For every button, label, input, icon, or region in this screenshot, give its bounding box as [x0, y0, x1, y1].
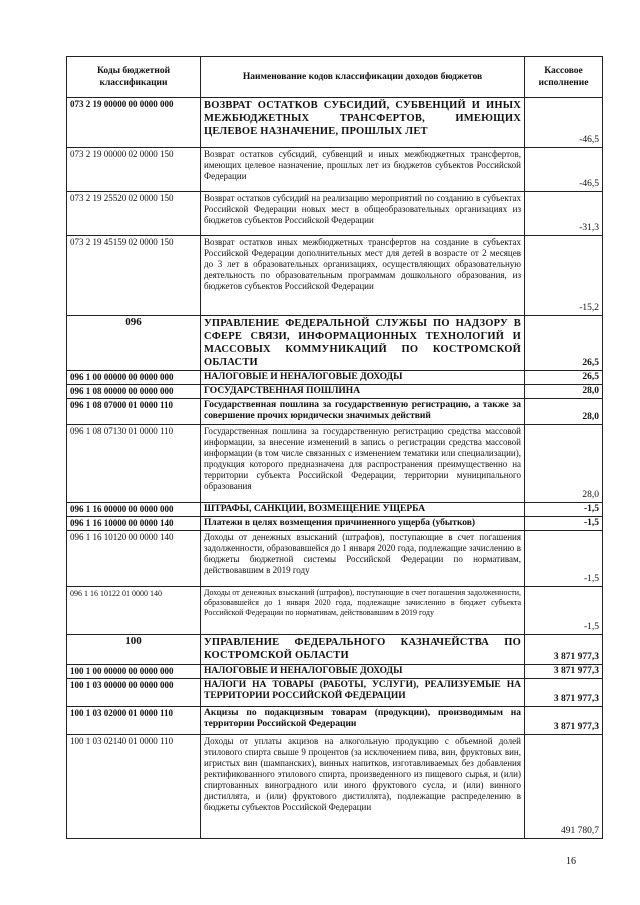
- cell-name: Доходы от денежных взысканий (штрафов), поступающие в счет погашения задолженности, образовавшейся до 1 января 2020 года, подлежащие зачислению в бюджет субъекта Российской Федерации по нормативам, действовавшим в 2019 году: [201, 587, 525, 635]
- cell-code: 096 1 16 10000 00 0000 140: [67, 517, 201, 531]
- table-row: [67, 148, 603, 192]
- cell-code: 096 1 08 07130 01 0000 110: [67, 425, 201, 503]
- table-row: [67, 385, 603, 399]
- cell-name: Платежи в целях возмещения причиненного ущерба (убытков): [201, 517, 525, 531]
- cell-code: 096 1 16 00000 00 0000 000: [67, 503, 201, 517]
- table-row: [67, 98, 603, 148]
- cell-code: 100 1 03 02000 01 0000 110: [67, 707, 201, 735]
- cell-name: УПРАВЛЕНИЕ ФЕДЕРАЛЬНОЙ СЛУЖБЫ ПО НАДЗОРУ В СФЕРЕ СВЯЗИ, ИНФОРМАЦИОННЫХ ТЕХНОЛОГИЙ И МАССОВЫХ КОММУНИКАЦИЙ ПО КОСТРОМСКОЙ ОБЛАСТИ: [201, 316, 525, 371]
- cell-code: 096 1 16 10120 00 0000 140: [67, 531, 201, 587]
- cell-value: -46,5: [525, 148, 603, 192]
- table-row: [67, 399, 603, 425]
- cell-code: 100 1 00 00000 00 0000 000: [67, 665, 201, 679]
- cell-code: 073 2 19 00000 02 0000 150: [67, 148, 201, 192]
- cell-value: -1,5: [525, 587, 603, 635]
- cell-value: 491 780,7: [525, 735, 603, 839]
- cell-name: НАЛОГОВЫЕ И НЕНАЛОГОВЫЕ ДОХОДЫ: [201, 371, 525, 385]
- cell-name: Возврат остатков субсидий, субвенций и иных межбюджетных трансфертов, имеющих целевое назначение, прошлых лет из бюджетов субъектов Российской Федерации: [201, 148, 525, 192]
- table-row: [67, 531, 603, 587]
- table-row: [67, 236, 603, 316]
- table-row: [67, 707, 603, 735]
- cell-value: 3 871 977,3: [525, 707, 603, 735]
- revenue-table: [66, 56, 603, 839]
- header-code: Коды бюджетной классификации: [67, 57, 201, 98]
- cell-value: 26,5: [525, 371, 603, 385]
- cell-name: НАЛОГОВЫЕ И НЕНАЛОГОВЫЕ ДОХОДЫ: [201, 665, 525, 679]
- cell-name: УПРАВЛЕНИЕ ФЕДЕРАЛЬНОГО КАЗНАЧЕЙСТВА ПО КОСТРОМСКОЙ ОБЛАСТИ: [201, 635, 525, 665]
- header-value: Кассовое исполнение: [525, 57, 603, 98]
- cell-value: -46,5: [525, 98, 603, 148]
- table-row: [67, 635, 603, 665]
- table-row: [67, 316, 603, 371]
- table-row: [67, 665, 603, 679]
- cell-code: 100 1 03 00000 00 0000 000: [67, 679, 201, 707]
- page-number: 16: [566, 856, 576, 867]
- cell-name: Доходы от уплаты акцизов на алкогольную продукцию с объемной долей этилового спирта свыше 9 процентов (за исключением пива, вин, фруктовых вин, игристых вин (шампанских), винных напитков, изготавливаемых без добавления ректификованного этилового спирта, произведенного из пищевого сырья, и (или) спиртованных виноградного или иного фруктового сусла, и (или) винного дистиллята, и (или) фруктового дистиллята), подлежащие распределению в бюджеты субъектов Российской Федерации: [201, 735, 525, 839]
- cell-value: -1,5: [525, 503, 603, 517]
- cell-code: 073 2 19 45159 02 0000 150: [67, 236, 201, 316]
- table-row: [67, 425, 603, 503]
- cell-name: ШТРАФЫ, САНКЦИИ, ВОЗМЕЩЕНИЕ УЩЕРБА: [201, 503, 525, 517]
- table-row: [67, 192, 603, 236]
- cell-name: ГОСУДАРСТВЕННАЯ ПОШЛИНА: [201, 385, 525, 399]
- table-row: [67, 587, 603, 635]
- cell-name: ВОЗВРАТ ОСТАТКОВ СУБСИДИЙ, СУБВЕНЦИЙ И ИНЫХ МЕЖБЮДЖЕТНЫХ ТРАНСФЕРТОВ, ИМЕЮЩИХ ЦЕЛЕВОЕ НАЗНАЧЕНИЕ, ПРОШЛЫХ ЛЕТ: [201, 98, 525, 148]
- cell-value: 3 871 977,3: [525, 665, 603, 679]
- cell-value: 28,0: [525, 425, 603, 503]
- cell-value: -31,3: [525, 192, 603, 236]
- cell-name: Государственная пошлина за государственную регистрацию средства массовой информации, за внесение изменений в запись о регистрации средства массовой информации (в том числе связанных с изменением тематики или специализации), продукция которого предназначена для распространения преимущественно на территории субъекта Российской Федерации, территории муниципального образования: [201, 425, 525, 503]
- cell-code: 096: [67, 316, 201, 371]
- cell-value: 26,5: [525, 316, 603, 371]
- table-row: [67, 735, 603, 839]
- table-row: [67, 503, 603, 517]
- cell-code: 096 1 00 00000 00 0000 000: [67, 371, 201, 385]
- table-header: [67, 57, 603, 98]
- table-row: [67, 517, 603, 531]
- cell-code: 073 2 19 00000 00 0000 000: [67, 98, 201, 148]
- cell-name: Государственная пошлина за государственную регистрацию, а также за совершение прочих юридически значимых действий: [201, 399, 525, 425]
- cell-code: 096 1 08 00000 00 0000 000: [67, 385, 201, 399]
- cell-name: НАЛОГИ НА ТОВАРЫ (РАБОТЫ, УСЛУГИ), РЕАЛИЗУЕМЫЕ НА ТЕРРИТОРИИ РОССИЙСКОЙ ФЕДЕРАЦИИ: [201, 679, 525, 707]
- table-row: [67, 679, 603, 707]
- cell-name: Возврат остатков субсидий на реализацию мероприятий по созданию в субъектах Российской Федерации новых мест в общеобразовательных организациях из бюджетов субъектов Российской Федерации: [201, 192, 525, 236]
- cell-code: 096 1 08 07000 01 0000 110: [67, 399, 201, 425]
- cell-value: 3 871 977,3: [525, 679, 603, 707]
- cell-value: -15,2: [525, 236, 603, 316]
- cell-code: 100 1 03 02140 01 0000 110: [67, 735, 201, 839]
- cell-value: -1,5: [525, 517, 603, 531]
- cell-value: -1,5: [525, 531, 603, 587]
- cell-value: 28,0: [525, 399, 603, 425]
- cell-code: 100: [67, 635, 201, 665]
- header-name: Наименование кодов классификации доходов бюджетов: [201, 57, 525, 98]
- cell-name: Возврат остатков иных межбюджетных трансфертов на создание в субъектах Российской Федерации дополнительных мест для детей в возрасте от 2 месяцев до 3 лет в образовательных организациях, осуществляющих образовательную деятельность по образовательным программам дошкольного образования, из бюджетов субъектов Российской Федерации: [201, 236, 525, 316]
- cell-value: 28,0: [525, 385, 603, 399]
- cell-name: Акцизы по подакцизным товарам (продукции), производимым на территории Российской Федерации: [201, 707, 525, 735]
- cell-name: Доходы от денежных взысканий (штрафов), поступающие в счет погашения задолженности, образовавшейся до 1 января 2020 года, подлежащие зачислению в бюджеты бюджетной системы Российской Федерации по нормативам, действовавшим в 2019 году: [201, 531, 525, 587]
- cell-value: 3 871 977,3: [525, 635, 603, 665]
- table-row: [67, 371, 603, 385]
- cell-code: 096 1 16 10122 01 0000 140: [67, 587, 201, 635]
- cell-code: 073 2 19 25520 02 0000 150: [67, 192, 201, 236]
